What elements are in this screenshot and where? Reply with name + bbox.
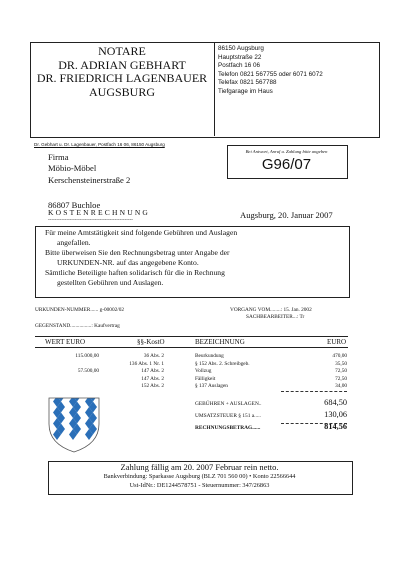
message-text <box>45 228 345 288</box>
reference-note: Bei Antwort, Anruf u. Zahlung bitte angeben <box>245 149 328 154</box>
cell-euro: 72,50 <box>335 375 347 382</box>
column-header-euro: EURO <box>327 338 347 346</box>
sender-return-line: Dr. Gebhart u. Dr. Lagenbauer, Postfach 16 06, 86150 Augsburg <box>34 142 165 147</box>
cell-euro: 72,50 <box>335 368 347 374</box>
office-line: Telefax 0821 567788 <box>218 79 277 87</box>
notary-line: DR. ADRIAN GEBHART <box>58 57 186 72</box>
message-line: URKUNDEN-NR. auf das angegebene Konto. <box>57 258 199 267</box>
cell-kosto: 152 Abs. 2 <box>141 383 164 389</box>
recipient-line: Kerschensteinerstraße 2 <box>48 174 131 185</box>
office-line: Hauptstraße 22 <box>218 53 262 61</box>
cell-kosto: 147 Abs. 2 <box>141 375 164 382</box>
total-rule <box>281 423 347 425</box>
recipient-address <box>48 152 130 186</box>
cell-bezeichnung: Vollzug <box>195 368 212 374</box>
office-line: Telefon 0821 567755 oder 6071 6072 <box>218 70 323 78</box>
umsatzsteuer-label: UMSATZSTEUER § 151 a..... <box>195 413 261 419</box>
cell-bezeichnung: § 137 Auslagen <box>195 383 228 389</box>
title-underline: --------------------------------------------------- <box>48 218 133 223</box>
table-row <box>35 361 348 368</box>
office-contact-block <box>218 45 378 97</box>
table-row <box>35 368 348 375</box>
rechnungsbetrag-value: 814,56 <box>324 422 347 431</box>
document-title: KOSTENRECHNUNG <box>48 208 151 217</box>
cell-euro: 470,00 <box>332 353 347 359</box>
letterhead-divider <box>214 42 215 136</box>
column-header-bezeichnung: BEZEICHNUNG <box>195 338 245 346</box>
cell-kosto: 136 Abs. 1 Nr. 1 <box>129 360 164 367</box>
gegenstand: GEGENSTAND................: Kaufvertrag <box>35 323 120 329</box>
cell-euro: 35,50 <box>335 360 347 367</box>
cell-euro: 34,00 <box>335 383 347 389</box>
recipient-line: Möbio-Möbel <box>48 163 97 174</box>
payment-due: Zahlung fällig am 20. 2007 Februar rein netto. <box>120 462 279 472</box>
cell-bezeichnung: Fälligkeit <box>195 375 216 382</box>
column-header-wert: WERT EURO <box>45 338 86 346</box>
subtotal-rule <box>281 391 347 393</box>
message-line: Für meine Amtstätigkeit sind folgende Gebühren und Auslagen <box>45 228 238 237</box>
office-line: Tiefgarage im Haus <box>218 87 273 95</box>
cell-kosto: 147 Abs. 2 <box>141 368 164 374</box>
document-date: Augsburg, 20. Januar 2007 <box>240 210 333 220</box>
message-line: gestellten Gebühren und Auslagen. <box>57 278 164 287</box>
cell-kosto: 36 Abs. 2 <box>143 353 164 359</box>
message-line: angefallen. <box>57 238 91 247</box>
bank-details: Bankverbindung: Sparkasse Augsburg (BLZ 701 560 00) • Konto 22566644 <box>103 473 296 480</box>
gebuehren-label: GEBÜHREN + AUSLAGEN.. <box>195 401 262 407</box>
table-row <box>35 383 348 390</box>
tax-id: Ust-IdNr.: DE1244578751 - Steuernummer: 347/26863 <box>129 482 270 489</box>
cost-table-body <box>35 353 348 393</box>
rechnungsbetrag-label: RECHNUNGSBETRAG...... <box>195 425 261 431</box>
cell-wert: 115.000,00 <box>75 353 99 359</box>
sachbearbeiter: SACHBEARBEITER...: Tr <box>246 314 305 320</box>
table-row <box>35 376 348 383</box>
recipient-city: 86807 Buchloe <box>48 200 101 210</box>
message-line: Sämtliche Beteiligte haften solidarisch für die in Rechnung <box>45 268 225 277</box>
totals-block <box>195 396 350 438</box>
umsatzsteuer-value: 130,06 <box>324 410 347 419</box>
notary-name-block <box>30 45 214 99</box>
recipient-line: Firma <box>48 152 69 162</box>
gebuehren-value: 684,50 <box>324 398 347 407</box>
office-line: Postfach 16 06 <box>218 62 261 70</box>
cell-bezeichnung: Beurkundung <box>195 353 224 359</box>
table-row <box>35 353 348 360</box>
reference-number: G96/07 <box>261 156 312 173</box>
cell-wert: 57.500,00 <box>77 368 99 374</box>
column-header-kosto: §§-KostO <box>137 338 165 346</box>
urkunden-number: URKUNDEN-NUMMER...... g-00002/02 <box>35 307 125 313</box>
bavarian-coat-of-arms <box>45 392 103 454</box>
vorgang-date: VORGANG VOM........: 15. Jan. 2002 <box>230 307 312 313</box>
cost-table-header <box>35 336 348 348</box>
cell-bezeichnung: § 152 Abs. 2. Schreibgeb. <box>195 360 250 367</box>
office-line: 86150 Augsburg <box>218 45 264 52</box>
notary-line: NOTARE <box>98 44 146 58</box>
notary-line: AUGSBURG <box>88 84 155 99</box>
message-line: Bitte überweisen Sie den Rechnungsbetrag unter Angabe der <box>45 248 230 257</box>
notary-line: DR. FRIEDRICH LAGENBAUER <box>36 71 208 85</box>
